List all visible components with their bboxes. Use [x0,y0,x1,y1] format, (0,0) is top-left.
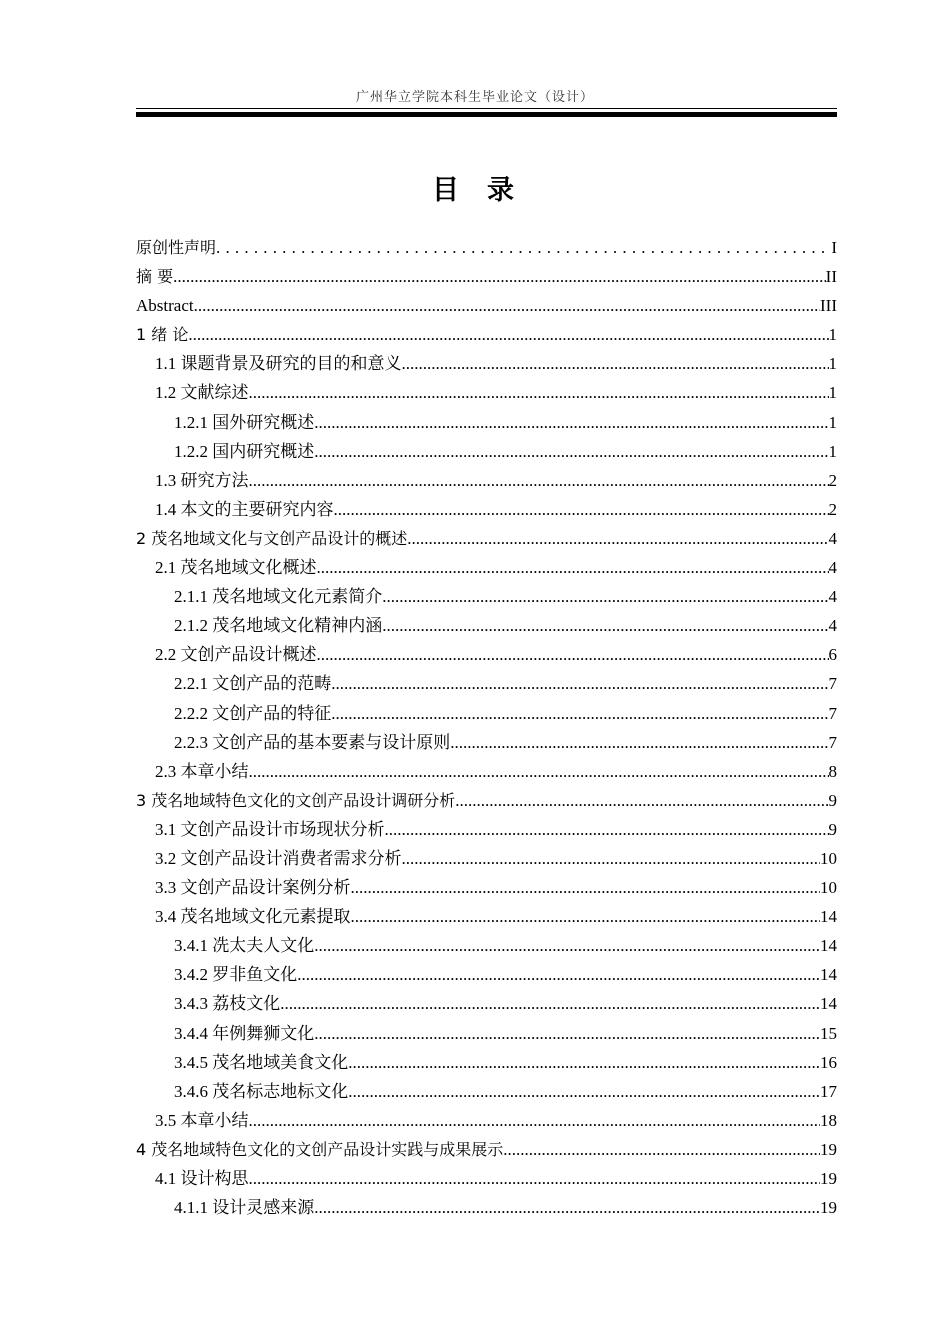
toc-leader-dots [351,873,821,902]
toc-leader-dots [297,960,820,989]
toc-entry-page: 2 [828,470,837,490]
toc-entry-label: 2 茂名地域文化与文创产品设计的概述 [136,528,408,548]
toc-entry[interactable] [136,757,837,786]
toc-leader-dots [385,815,829,844]
toc-entry-page: 7 [828,703,837,723]
toc-entry-label: 3.4.4 年例舞狮文化 [174,1023,315,1043]
toc-entry-label: 1.1 课题背景及研究的目的和意义 [155,354,402,374]
toc-entry[interactable] [136,873,837,902]
toc-entry-page: III [820,296,837,316]
toc-entry[interactable] [136,902,837,931]
toc-entry-page: 2 [828,499,837,519]
toc-entry-label: 3.4.5 茂名地域美食文化 [174,1052,349,1072]
toc-entry-label: 1.4 本文的主要研究内容 [155,499,334,519]
toc-entry-page: 19 [820,1198,837,1218]
toc-leader-dots [249,1164,821,1193]
toc-entry[interactable] [136,1135,837,1164]
toc-entry-label: 4 茂名地域特色文化的文创产品设计实践与成果展示 [136,1139,504,1159]
toc-entry[interactable] [136,611,837,640]
toc-entry-page: 14 [820,965,837,985]
toc-entry-label: 3.4.6 茂名标志地标文化 [174,1081,349,1101]
toc-entry-page: 1 [828,383,837,403]
toc-leader-dots [382,582,828,611]
toc-entry[interactable] [136,1193,837,1222]
toc-entry-label: 4.1 设计构思 [155,1169,249,1188]
toc-leader-dots [249,1106,821,1135]
toc-entry[interactable] [136,262,837,291]
toc-entry-page: 1 [828,325,837,345]
toc-leader-dots [314,931,820,960]
toc-entry[interactable] [136,844,837,873]
toc-entry-page: 14 [820,994,837,1014]
toc-entry-page: 9 [828,819,837,839]
toc-leader-dots [407,524,828,553]
toc-entry[interactable] [136,495,837,524]
toc-entry-page: 19 [820,1169,837,1188]
toc-entry-label: 1.2 文献综述 [155,383,249,403]
toc-leader-dots [382,611,828,640]
toc-entry[interactable] [136,349,837,378]
toc-entry-page: 10 [820,878,837,898]
toc-entry[interactable] [136,408,837,437]
toc-leader-dots [194,291,820,320]
toc-entry-label: 2.2.1 文创产品的范畴 [174,674,332,694]
toc-leader-dots [351,902,821,931]
toc-entry[interactable] [136,233,837,262]
toc-entry[interactable] [136,553,837,582]
toc-entry-label: 3.4.3 荔枝文化 [174,994,281,1014]
toc-entry-label: 1.2.2 国内研究概述 [174,441,315,461]
toc-entry-label: 3.3 文创产品设计案例分析 [155,878,351,898]
toc-entry-page: 7 [828,674,837,694]
toc-entry-label: 3.1 文创产品设计市场现状分析 [155,819,385,839]
toc-entry[interactable] [136,786,837,815]
toc-leader-dots [317,553,829,582]
toc-entry-page: 8 [828,761,837,781]
toc-entry-label: 3 茂名地域特色文化的文创产品设计调研分析 [136,790,456,810]
toc-entry-page: 4 [828,616,837,636]
toc-entry[interactable] [136,1019,837,1048]
toc-entry-label: 3.2 文创产品设计消费者需求分析 [155,848,402,868]
running-header: 广州华立学院本科生毕业论文（设计） [355,89,594,104]
toc-entry[interactable] [136,1077,837,1106]
toc-entry-label: 原创性声明 [136,238,217,257]
toc-leader-dots [314,1019,820,1048]
toc-entry[interactable] [136,669,837,698]
toc-leader-dots [249,757,829,786]
toc-leader-dots [402,844,821,873]
toc-entry[interactable] [136,989,837,1018]
header-rule-thick [136,112,837,117]
toc-entry[interactable] [136,524,837,553]
toc-entry-page: 1 [828,354,837,374]
toc-entry-label: 2.1.1 茂名地域文化元素简介 [174,587,383,607]
toc-entry[interactable] [136,291,837,320]
toc-entry-page: 17 [820,1081,837,1101]
toc-entry-label: 1.3 研究方法 [155,470,249,490]
toc-entry-page: 6 [828,645,837,665]
toc-entry-page: 1 [828,441,837,461]
toc-entry-label: 4.1.1 设计灵感来源 [174,1198,315,1218]
header-rule-thin [136,108,837,109]
toc-leader-dots [314,1193,820,1222]
toc-leader-dots [450,728,828,757]
toc-leader-dots [331,669,828,698]
toc-leader-dots [249,378,829,407]
toc-entry-page: 7 [828,732,837,752]
toc-entry[interactable] [136,582,837,611]
toc-entry[interactable] [136,1048,837,1077]
toc-entry-page: 18 [820,1110,837,1130]
toc-entry-page: 19 [820,1139,837,1159]
toc-entry-label: 2.1.2 茂名地域文化精神内涵 [174,616,383,636]
toc-entry[interactable] [136,931,837,960]
toc-entry[interactable] [136,728,837,757]
toc-leader-dots [173,262,826,291]
toc-entry[interactable] [136,437,837,466]
toc-entry-label: 2.2.2 文创产品的特征 [174,703,332,723]
toc-entry-page: 4 [828,587,837,607]
toc-entry-label: 3.4.2 罗非鱼文化 [174,965,298,985]
toc-entry-page: 4 [828,528,837,548]
toc-leader-dots [188,320,828,349]
toc-title: 目录 [432,175,542,206]
toc-leader-dots [249,466,829,495]
toc-leader-dots [455,786,828,815]
toc-leader-dots [331,699,828,728]
toc-list [136,233,837,1222]
toc-entry-page: 16 [820,1052,837,1072]
toc-entry-label: 2.2.3 文创产品的基本要素与设计原则 [174,732,451,752]
toc-entry[interactable] [136,378,837,407]
toc-entry-page: 1 [828,412,837,432]
toc-entry-page: 14 [820,936,837,956]
toc-entry-page: 10 [820,848,837,868]
toc-leader-dots [503,1135,820,1164]
toc-leader-dots [348,1048,820,1077]
toc-entry-label: 1.2.1 国外研究概述 [174,412,315,432]
toc-entry[interactable] [136,699,837,728]
toc-entry-label: Abstract [136,296,194,316]
toc-entry[interactable] [136,320,837,349]
toc-entry[interactable] [136,815,837,844]
toc-entry-label: 2.2 文创产品设计概述 [155,645,317,665]
toc-entry[interactable] [136,1164,837,1193]
toc-entry-label: 3.4.1 冼太夫人文化 [174,936,315,956]
toc-leader-dots [348,1077,820,1106]
toc-entry-label: 3.5 本章小结 [155,1110,249,1130]
toc-leader-dots [334,495,829,524]
toc-entry[interactable] [136,466,837,495]
toc-entry-label: 摘 要 [136,267,174,287]
toc-entry-page: II [825,267,837,287]
toc-leader-dots [402,349,829,378]
toc-entry-page: 14 [820,907,837,927]
toc-entry[interactable] [136,960,837,989]
toc-entry-page: 4 [828,558,837,578]
toc-leader-dots [280,989,820,1018]
toc-leader-dots [317,640,829,669]
toc-leader-dots [314,408,828,437]
toc-leader-dots [314,437,828,466]
toc-entry-label: 2.1 茂名地域文化概述 [155,558,317,578]
toc-leader-dots [216,233,831,262]
toc-entry[interactable] [136,640,837,669]
toc-entry[interactable] [136,1106,837,1135]
toc-entry-label: 3.4 茂名地域文化元素提取 [155,907,351,927]
toc-entry-page: 9 [828,790,837,810]
toc-entry-label: 2.3 本章小结 [155,761,249,781]
toc-entry-page: 15 [820,1023,837,1043]
toc-entry-label: 1 绪 论 [136,325,189,345]
toc-entry-page: I [831,238,837,257]
